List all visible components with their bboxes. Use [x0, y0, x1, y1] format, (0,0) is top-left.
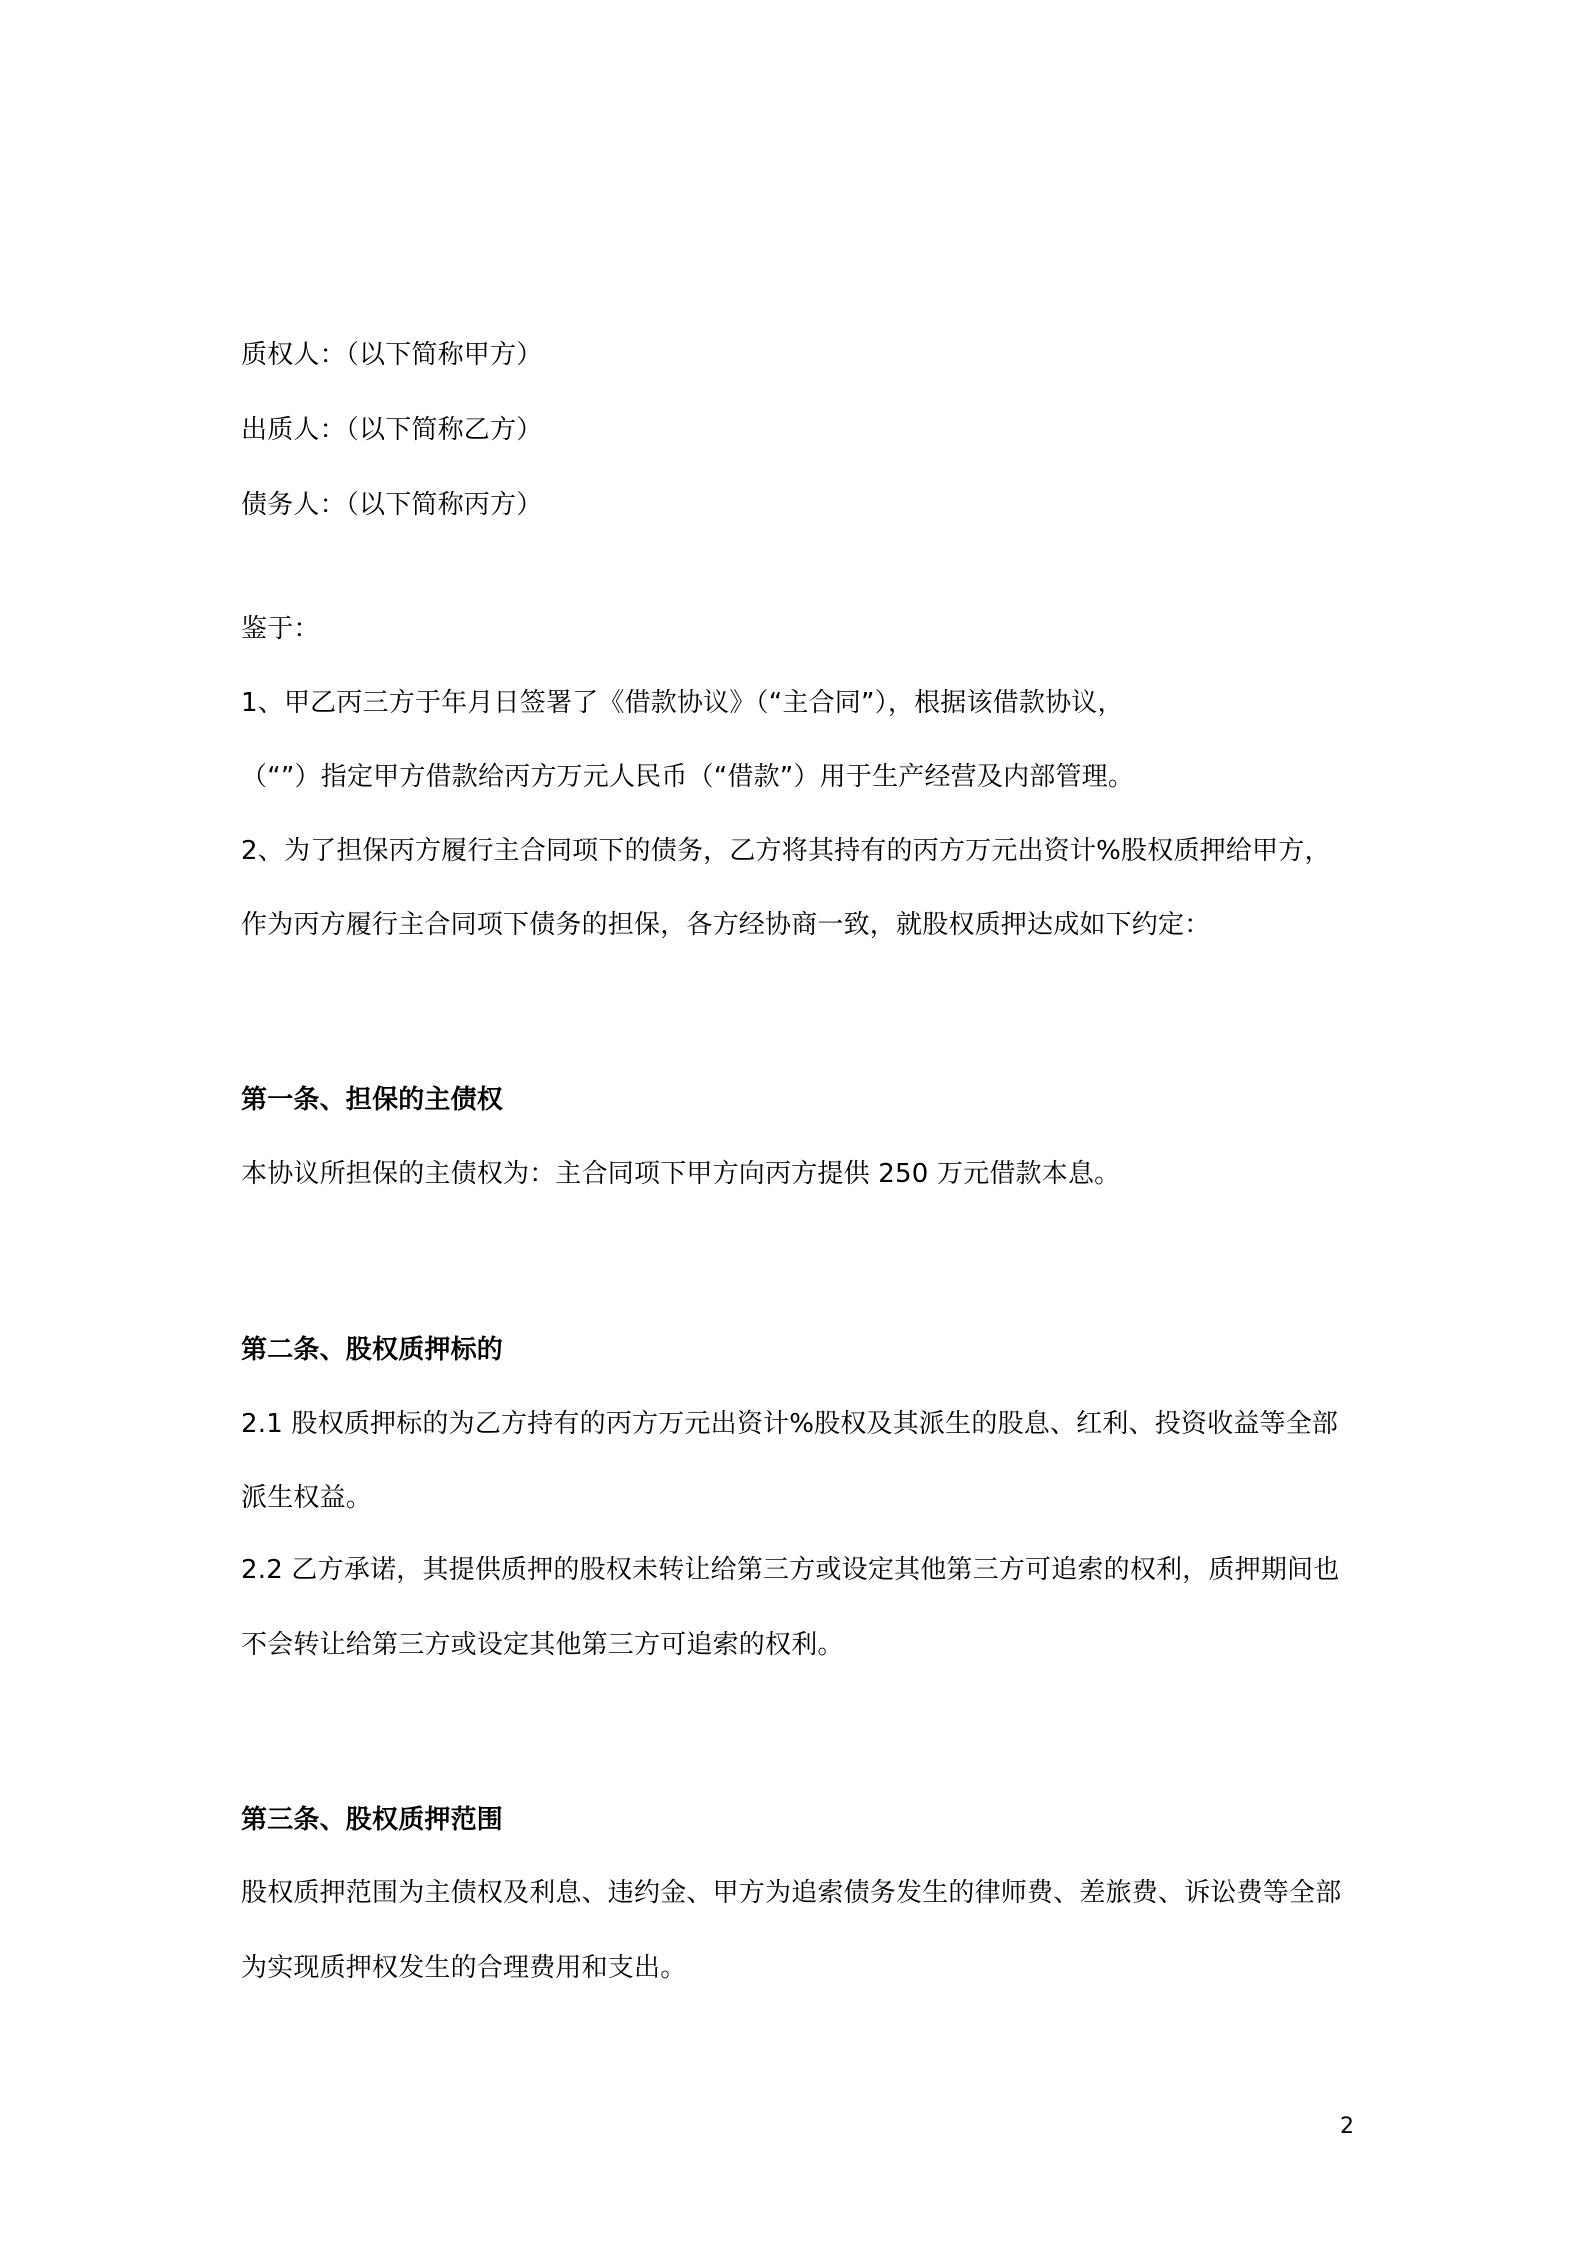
party-pledgee: 质权人：（以下简称甲方）	[241, 340, 543, 370]
whereas-intro: 鉴于：	[241, 614, 320, 644]
article-3-title: 第三条、股权质押范围	[241, 1805, 504, 1835]
whereas-item-2-line-2: 作为丙方履行主合同项下债务的担保，各方经协商一致，就股权质押达成如下约定：	[241, 910, 1211, 940]
whereas-item-1-line-1: 1、甲乙丙三方于年月日签署了《借款协议》（“主合同”），根据该借款协议，	[241, 688, 1124, 718]
party-debtor: 债务人：（以下简称丙方）	[241, 490, 543, 520]
whereas-item-2-line-1: 2、为了担保丙方履行主合同项下的债务，乙方将其持有的丙方万元出资计%股权质押给甲方，	[241, 836, 1331, 866]
article-1-body: 本协议所担保的主债权为：主合同项下甲方向丙方提供 250 万元借款本息。	[241, 1159, 1121, 1189]
page-number: 2	[1340, 2114, 1354, 2139]
article-2-title: 第二条、股权质押标的	[241, 1335, 504, 1365]
article-3-body-line-2: 为实现质押权发生的合理费用和支出。	[241, 1953, 687, 1983]
article-2-clause-1-line-1: 2.1 股权质押标的为乙方持有的丙方万元出资计%股权及其派生的股息、红利、投资收益等全部	[241, 1409, 1339, 1439]
article-2-clause-2-line-2: 不会转让给第三方或设定其他第三方可追索的权利。	[241, 1630, 844, 1660]
article-2-clause-1-line-2: 派生权益。	[241, 1483, 373, 1513]
article-1-title: 第一条、担保的主债权	[241, 1085, 504, 1115]
article-2-clause-2-line-1: 2.2 乙方承诺，其提供质押的股权未转让给第三方或设定其他第三方可追索的权利，质押期间也	[241, 1555, 1340, 1585]
party-pledgor: 出质人：（以下简称乙方）	[241, 415, 543, 445]
article-3-body-line-1: 股权质押范围为主债权及利息、违约金、甲方为追索债务发生的律师费、差旅费、诉讼费等全部	[241, 1878, 1342, 1908]
whereas-item-1-line-2: （“”）指定甲方借款给丙方万元人民币（“借款”）用于生产经营及内部管理。	[241, 762, 1135, 792]
